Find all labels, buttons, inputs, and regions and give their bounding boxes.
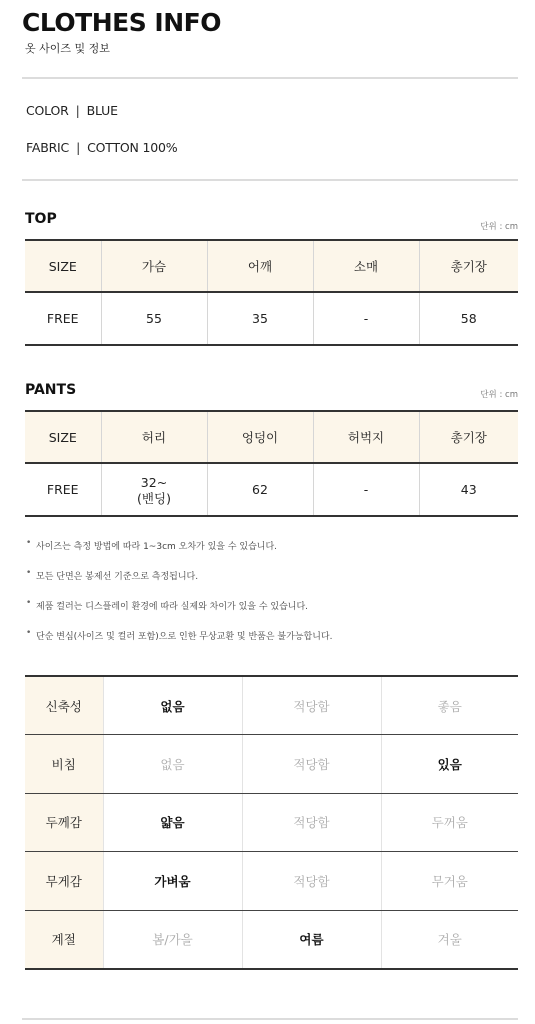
page-subtitle: 옷 사이즈 및 정보 [25,42,110,55]
table-cell: FREE [25,463,101,516]
feel-label: 비침 [25,735,103,794]
note-text: 사이즈는 측정 방법에 따라 1~3cm 오차가 있을 수 있습니다. [36,542,278,552]
top-unit-label: 단위 : cm [480,222,518,232]
top-section-title: TOP [25,211,57,227]
table-header-cell: 허벅지 [313,411,419,463]
table-header-cell: 소매 [313,240,419,292]
table-cell: 62 [207,463,313,516]
feel-option: 무거움 [381,852,518,911]
table-header-cell: 엉덩이 [207,411,313,463]
feel-option-selected: 있음 [381,735,518,794]
table-header-cell: SIZE [25,240,101,292]
feel-option: 좋음 [381,676,518,735]
feel-label: 두께감 [25,793,103,852]
table-row [25,676,518,735]
table-header-cell: 총기장 [419,411,518,463]
bullet-icon: • [26,538,32,548]
table-cell: 43 [419,463,518,516]
feel-option: 두꺼움 [381,793,518,852]
page-title: CLOTHES INFO [22,8,221,37]
bullet-icon: • [26,568,32,578]
table-row [25,793,518,852]
note-text: 단순 변심(사이즈 및 컬러 포함)으로 인한 무상교환 및 반품은 불가능합니다. [36,632,333,642]
feel-option-selected: 가벼움 [103,852,242,911]
waist-value: 32~ [140,474,168,490]
divider [22,1018,518,1020]
table-header-cell: 가슴 [101,240,207,292]
feel-label: 계절 [25,910,103,969]
table-header-row [25,411,518,463]
feel-option: 적당함 [242,793,381,852]
feel-option: 적당함 [242,852,381,911]
feel-option: 봄/가을 [103,910,242,969]
color-spec [26,103,118,118]
divider [22,179,518,181]
list-item [24,569,332,599]
table-row [25,910,518,969]
feel-option: 적당함 [242,676,381,735]
separator: | [75,103,80,118]
feel-option: 겨울 [381,910,518,969]
feel-option: 적당함 [242,735,381,794]
feel-option: 없음 [103,735,242,794]
feel-label: 신축성 [25,676,103,735]
top-size-table [25,239,518,346]
table-cell: 35 [207,292,313,345]
list-item [24,539,332,569]
feel-option-selected: 얇음 [103,793,242,852]
note-text: 모든 단면은 봉제선 기준으로 측정됩니다. [36,572,199,582]
table-cell [101,463,207,516]
separator: | [76,140,81,155]
table-row [25,463,518,516]
fabric-label: FABRIC [26,140,70,155]
bullet-icon: • [26,628,32,638]
table-row [25,735,518,794]
fabric-feel-table [25,675,518,970]
fabric-value: COTTON 100% [87,140,178,155]
table-header-row [25,240,518,292]
table-cell: FREE [25,292,101,345]
notes-list [24,539,332,659]
divider [22,77,518,79]
table-cell: 58 [419,292,518,345]
table-header-cell: 총기장 [419,240,518,292]
list-item [24,599,332,629]
feel-label: 무게감 [25,852,103,911]
list-item [24,629,332,659]
table-cell: 55 [101,292,207,345]
table-cell: - [313,292,419,345]
waist-note: (밴딩) [137,490,171,506]
pants-section-title: PANTS [25,382,77,398]
pants-size-table [25,410,518,517]
fabric-spec [26,140,177,155]
pants-unit-label: 단위 : cm [480,390,518,400]
table-row [25,292,518,345]
table-row [25,852,518,911]
table-cell: - [313,463,419,516]
table-header-cell: 허리 [101,411,207,463]
table-header-cell: SIZE [25,411,101,463]
note-text: 제품 컬러는 디스플레이 환경에 따라 실제와 차이가 있을 수 있습니다. [36,602,309,612]
feel-option-selected: 없음 [103,676,242,735]
table-header-cell: 어깨 [207,240,313,292]
color-label: COLOR [26,103,69,118]
feel-option-selected: 여름 [242,910,381,969]
color-value: BLUE [86,103,118,118]
bullet-icon: • [26,598,32,608]
